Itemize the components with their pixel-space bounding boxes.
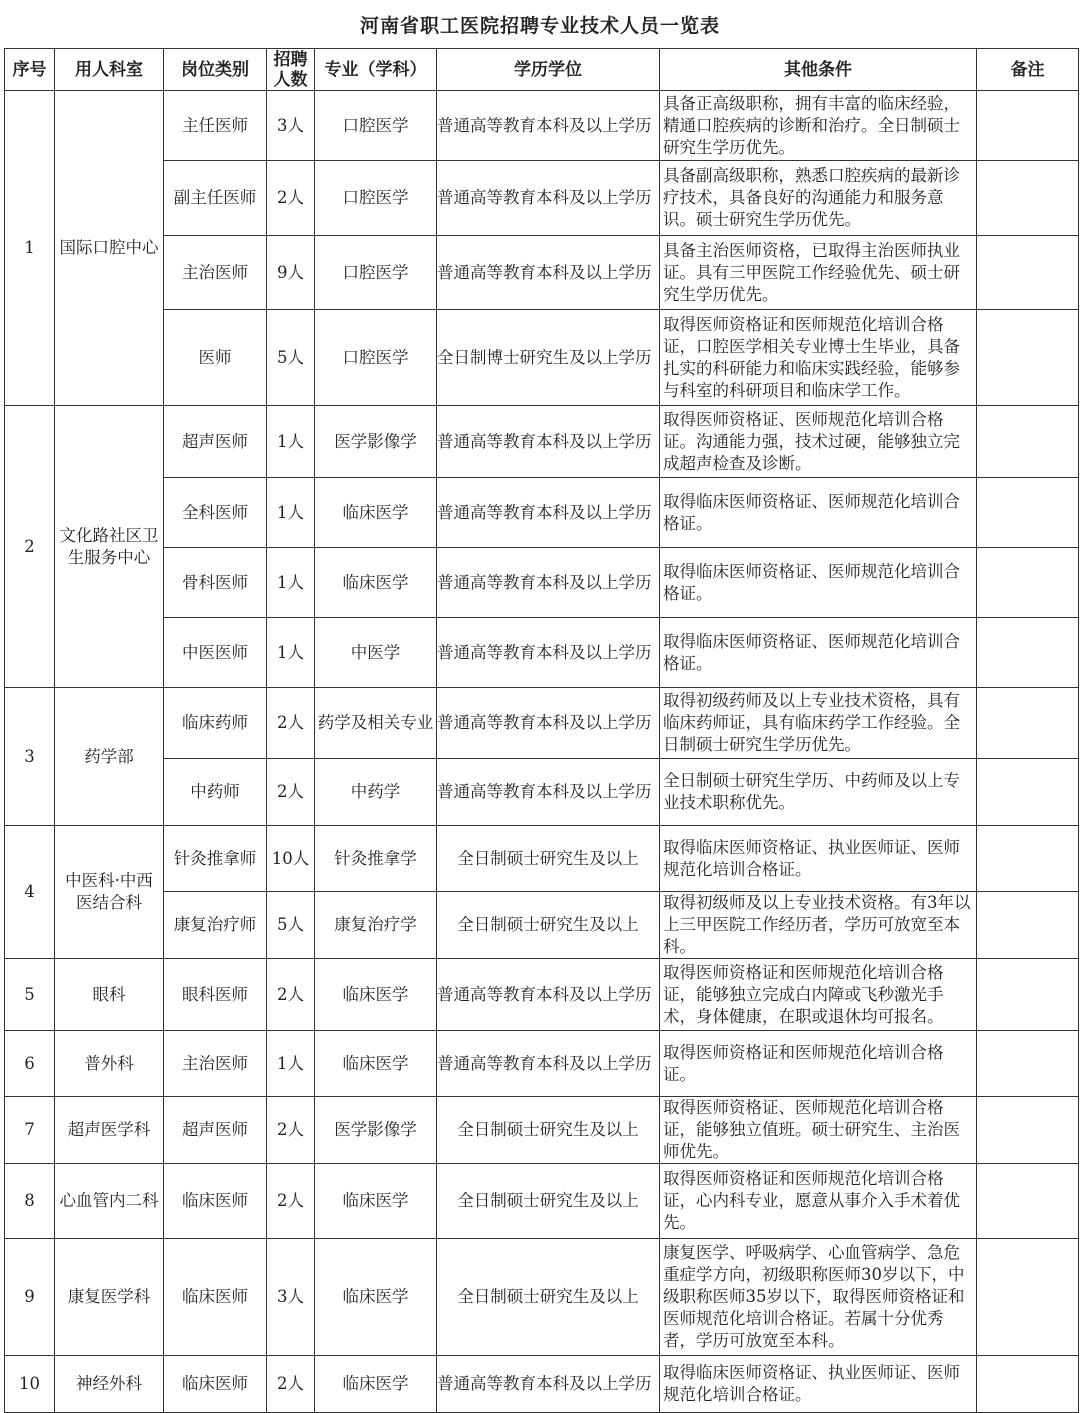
cell-education: 普通高等教育本科及以上学历 — [437, 406, 660, 478]
cell-dept: 眼科 — [55, 959, 164, 1031]
cell-education: 普通高等教育本科及以上学历 — [437, 759, 660, 826]
cell-remarks — [977, 310, 1079, 406]
cell-position: 全科医师 — [164, 478, 267, 548]
cell-education: 全日制硕士研究生及以上 — [437, 1097, 660, 1164]
cell-conditions: 具备副高级职称，熟悉口腔疾病的最新诊疗技术，具备良好的沟通能力和服务意识。硕士研究生学历优先。 — [660, 161, 977, 236]
cell-major: 中医学 — [315, 618, 437, 688]
cell-education: 普通高等教育本科及以上学历 — [437, 91, 660, 161]
cell-position: 临床医师 — [164, 1239, 267, 1356]
cell-conditions: 康复医学、呼吸病学、心血管病学、急危重症学方向，初级职称医师30岁以下，中级职称医师35岁以下，取得医师资格证和医师规范化培训合格证。若属十分优秀者，学历可放宽至本科。 — [660, 1239, 977, 1356]
header-count — [267, 49, 315, 91]
cell-education: 普通高等教育本科及以上学历 — [437, 478, 660, 548]
cell-major: 医学影像学 — [315, 1097, 437, 1164]
cell-position: 临床医师 — [164, 1164, 267, 1239]
cell-count: 2人 — [267, 959, 315, 1031]
cell-major: 针灸推拿学 — [315, 826, 437, 892]
cell-conditions: 取得临床医师资格证、执业医师证、医师规范化培训合格证。 — [660, 1356, 977, 1413]
cell-count: 1人 — [267, 1031, 315, 1097]
cell-position: 中药师 — [164, 759, 267, 826]
cell-conditions: 具备正高级职称，拥有丰富的临床经验，精通口腔疾病的诊断和治疗。全日制硕士研究生学历优先。 — [660, 91, 977, 161]
cell-remarks — [977, 1097, 1079, 1164]
cell-education: 普通高等教育本科及以上学历 — [437, 618, 660, 688]
cell-position: 针灸推拿师 — [164, 826, 267, 892]
table-row — [5, 310, 1079, 406]
cell-conditions: 取得初级师及以上专业技术资格。有3年以上三甲医院工作经历者，学历可放宽至本科。 — [660, 892, 977, 959]
cell-conditions: 全日制硕士研究生学历、中药师及以上专业技术职称优先。 — [660, 759, 977, 826]
cell-position: 眼科医师 — [164, 959, 267, 1031]
cell-remarks — [977, 826, 1079, 892]
cell-education: 全日制硕士研究生及以上 — [437, 826, 660, 892]
cell-no: 7 — [5, 1097, 55, 1164]
table-row — [5, 161, 1079, 236]
cell-major: 医学影像学 — [315, 406, 437, 478]
table-row — [5, 1356, 1079, 1413]
cell-conditions: 取得医师资格证、医师规范化培训合格证。沟通能力强，技术过硬，能够独立完成超声检查及诊断。 — [660, 406, 977, 478]
cell-education: 普通高等教育本科及以上学历 — [437, 548, 660, 618]
cell-dept: 国际口腔中心 — [55, 91, 164, 406]
table-row — [5, 1031, 1079, 1097]
cell-conditions: 取得临床医师资格证、医师规范化培训合格证。 — [660, 618, 977, 688]
cell-conditions: 取得临床医师资格证、执业医师证、医师规范化培训合格证。 — [660, 826, 977, 892]
cell-dept: 神经外科 — [55, 1356, 164, 1413]
cell-major: 临床医学 — [315, 1239, 437, 1356]
cell-count: 3人 — [267, 91, 315, 161]
header-no: 序号 — [5, 49, 55, 91]
cell-education: 普通高等教育本科及以上学历 — [437, 161, 660, 236]
cell-remarks — [977, 618, 1079, 688]
cell-no: 2 — [5, 406, 55, 688]
cell-education: 普通高等教育本科及以上学历 — [437, 1031, 660, 1097]
cell-major: 临床医学 — [315, 548, 437, 618]
cell-count: 2人 — [267, 759, 315, 826]
cell-count: 3人 — [267, 1239, 315, 1356]
header-conditions: 其他条件 — [660, 49, 977, 91]
cell-education: 全日制硕士研究生及以上 — [437, 1164, 660, 1239]
cell-no: 1 — [5, 91, 55, 406]
cell-count: 5人 — [267, 310, 315, 406]
cell-education: 全日制博士研究生及以上学历 — [437, 310, 660, 406]
cell-dept: 文化路社区卫生服务中心 — [55, 406, 164, 688]
cell-dept: 中医科·中西医结合科 — [55, 826, 164, 959]
table-row — [5, 236, 1079, 310]
cell-education: 普通高等教育本科及以上学历 — [437, 236, 660, 310]
cell-position: 医师 — [164, 310, 267, 406]
cell-no: 4 — [5, 826, 55, 959]
cell-remarks — [977, 478, 1079, 548]
cell-remarks — [977, 1239, 1079, 1356]
cell-no: 8 — [5, 1164, 55, 1239]
cell-no: 3 — [5, 688, 55, 826]
cell-no: 10 — [5, 1356, 55, 1413]
cell-major: 药学及相关专业 — [315, 688, 437, 759]
table-row — [5, 406, 1079, 478]
cell-remarks — [977, 1164, 1079, 1239]
cell-position: 临床医师 — [164, 1356, 267, 1413]
cell-position: 临床药师 — [164, 688, 267, 759]
cell-education: 全日制硕士研究生及以上 — [437, 892, 660, 959]
cell-remarks — [977, 236, 1079, 310]
cell-remarks — [977, 406, 1079, 478]
cell-count: 2人 — [267, 1356, 315, 1413]
header-count-line2: 人数 — [273, 69, 308, 90]
cell-position: 主任医师 — [164, 91, 267, 161]
cell-conditions: 取得医师资格证和医师规范化培训合格证，心内科专业，愿意从事介入手术着优先。 — [660, 1164, 977, 1239]
header-position: 岗位类别 — [164, 49, 267, 91]
cell-major: 康复治疗学 — [315, 892, 437, 959]
cell-dept: 心血管内二科 — [55, 1164, 164, 1239]
table-row — [5, 478, 1079, 548]
cell-remarks — [977, 161, 1079, 236]
cell-conditions: 取得医师资格证和医师规范化培训合格证，口腔医学相关专业博士生毕业，具备扎实的科研能力和临床实践经验，能够参与科室的科研项目和临床学工作。 — [660, 310, 977, 406]
cell-conditions: 取得临床医师资格证、医师规范化培训合格证。 — [660, 478, 977, 548]
cell-position: 骨科医师 — [164, 548, 267, 618]
cell-position: 副主任医师 — [164, 161, 267, 236]
cell-conditions: 取得医师资格证和医师规范化培训合格证，能够独立完成白内障或飞秒激光手术，身体健康，在职或退休均可报名。 — [660, 959, 977, 1031]
cell-major: 口腔医学 — [315, 91, 437, 161]
cell-major: 临床医学 — [315, 1164, 437, 1239]
table-row — [5, 826, 1079, 892]
cell-position: 超声医师 — [164, 406, 267, 478]
cell-count: 5人 — [267, 892, 315, 959]
table-row — [5, 688, 1079, 759]
cell-remarks — [977, 91, 1079, 161]
cell-count: 1人 — [267, 618, 315, 688]
cell-remarks — [977, 892, 1079, 959]
recruitment-table — [4, 48, 1079, 1413]
cell-major: 临床医学 — [315, 1031, 437, 1097]
table-row — [5, 759, 1079, 826]
cell-dept: 康复医学科 — [55, 1239, 164, 1356]
cell-position: 超声医师 — [164, 1097, 267, 1164]
cell-count: 2人 — [267, 688, 315, 759]
cell-major: 中药学 — [315, 759, 437, 826]
cell-remarks — [977, 1031, 1079, 1097]
cell-conditions: 取得初级药师及以上专业技术资格，具有临床药师证，具有临床药学工作经验。全日制硕士研究生学历优先。 — [660, 688, 977, 759]
cell-major: 口腔医学 — [315, 161, 437, 236]
cell-no: 9 — [5, 1239, 55, 1356]
cell-count: 2人 — [267, 1164, 315, 1239]
cell-remarks — [977, 759, 1079, 826]
header-education: 学历学位 — [437, 49, 660, 91]
header-major: 专业（学科） — [315, 49, 437, 91]
cell-major: 临床医学 — [315, 959, 437, 1031]
cell-remarks — [977, 688, 1079, 759]
cell-major: 临床医学 — [315, 478, 437, 548]
cell-position: 主治医师 — [164, 1031, 267, 1097]
cell-education: 普通高等教育本科及以上学历 — [437, 1356, 660, 1413]
table-row — [5, 1164, 1079, 1239]
table-row — [5, 618, 1079, 688]
table-row — [5, 1239, 1079, 1356]
cell-conditions: 取得医师资格证和医师规范化培训合格证。 — [660, 1031, 977, 1097]
cell-major: 口腔医学 — [315, 236, 437, 310]
cell-count: 2人 — [267, 1097, 315, 1164]
cell-dept: 普外科 — [55, 1031, 164, 1097]
cell-conditions: 具备主治医师资格，已取得主治医师执业证。具有三甲医院工作经验优先、硕士研究生学历优先。 — [660, 236, 977, 310]
cell-position: 康复治疗师 — [164, 892, 267, 959]
cell-no: 5 — [5, 959, 55, 1031]
cell-count: 2人 — [267, 161, 315, 236]
cell-position: 主治医师 — [164, 236, 267, 310]
cell-dept: 超声医学科 — [55, 1097, 164, 1164]
cell-dept: 药学部 — [55, 688, 164, 826]
table-row — [5, 1097, 1079, 1164]
cell-count: 1人 — [267, 548, 315, 618]
table-row — [5, 959, 1079, 1031]
cell-conditions: 取得临床医师资格证、医师规范化培训合格证。 — [660, 548, 977, 618]
cell-count: 1人 — [267, 406, 315, 478]
cell-count: 1人 — [267, 478, 315, 548]
header-remarks: 备注 — [977, 49, 1079, 91]
page-title: 河南省职工医院招聘专业技术人员一览表 — [359, 14, 720, 37]
cell-remarks — [977, 959, 1079, 1031]
table-row — [5, 892, 1079, 959]
table-row — [5, 548, 1079, 618]
cell-conditions: 取得医师资格证、医师规范化培训合格证，能够独立值班。硕士研究生、主治医师优先。 — [660, 1097, 977, 1164]
cell-major: 口腔医学 — [315, 310, 437, 406]
cell-major: 临床医学 — [315, 1356, 437, 1413]
cell-count: 10人 — [267, 826, 315, 892]
cell-position: 中医医师 — [164, 618, 267, 688]
table-row — [5, 91, 1079, 161]
cell-count: 9人 — [267, 236, 315, 310]
header-count-line1: 招聘 — [273, 49, 308, 70]
header-row — [5, 49, 1079, 91]
header-dept: 用人科室 — [55, 49, 164, 91]
cell-education: 全日制硕士研究生及以上 — [437, 1239, 660, 1356]
cell-remarks — [977, 548, 1079, 618]
cell-remarks — [977, 1356, 1079, 1413]
cell-no: 6 — [5, 1031, 55, 1097]
cell-education: 普通高等教育本科及以上学历 — [437, 688, 660, 759]
cell-education: 普通高等教育本科及以上学历 — [437, 959, 660, 1031]
